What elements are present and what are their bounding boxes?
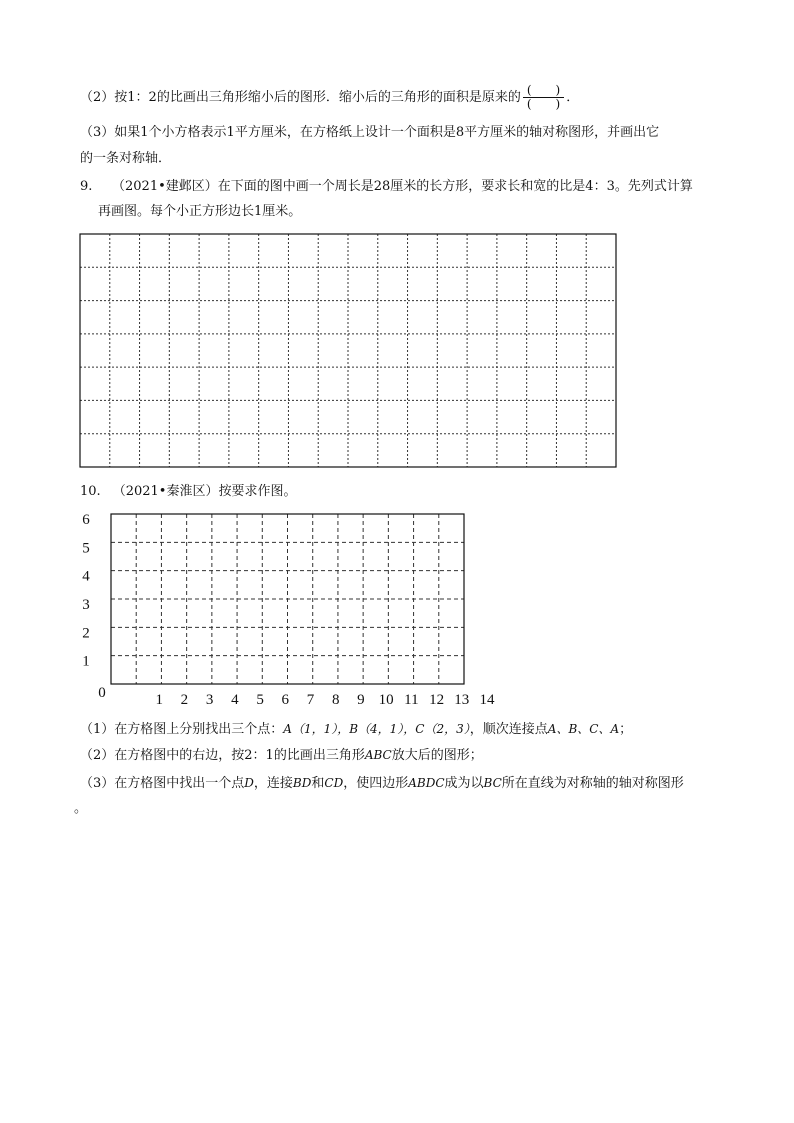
- q10-sub3-bc: BC: [483, 776, 502, 790]
- q10-x-tick-label: 7: [306, 692, 315, 708]
- q10-sub2-text: （2）在方格图中的右边，按2：1的比画出三角形: [80, 748, 365, 763]
- q10-sub1-text: （1）在方格图上分别找出三个点：: [80, 722, 284, 737]
- q10-x-tick-label: 5: [256, 692, 264, 708]
- q9-number: 9.: [80, 179, 93, 194]
- q10-sub2-abc: ABC: [364, 748, 392, 762]
- q8-part3-line2: 的一条对称轴．: [80, 151, 172, 166]
- q10-x-tick-label: 0: [98, 685, 106, 701]
- q10-y-tick-label: 2: [82, 625, 90, 642]
- q10-x-tick-label: 3: [205, 692, 214, 708]
- q10-x-tick-label: 9: [357, 692, 365, 708]
- q10-number: 10.: [80, 484, 101, 499]
- q10-x-tick-label: 10: [378, 692, 394, 708]
- q10-x-tick-label: 11: [404, 692, 419, 708]
- q10-x-tick-label: 8: [331, 692, 340, 708]
- q10-sub3-cd: CD: [324, 776, 344, 790]
- q10-x-tick-label: 14: [479, 692, 495, 708]
- q10-sub3-text3: 和: [311, 776, 325, 791]
- q9-source: （2021•建邺区）: [112, 179, 218, 194]
- q10-sub3-bd: BD: [292, 776, 312, 790]
- q10-x-tick-label: 1: [155, 692, 163, 708]
- q10-sub1: [80, 720, 632, 739]
- q8-part3-line1: （3）如果1个小方格表示1平方厘米，在方格纸上设计一个面积是8平方厘米的轴对称图形，并画出它: [80, 125, 660, 140]
- q10-x-tick-label: 6: [281, 692, 290, 708]
- q10-sub1-points: A（1，1），B（4，1），C（2，3）: [283, 722, 470, 736]
- q10-sub3-text4: ，使四边形: [343, 776, 409, 791]
- q10-heading: [80, 483, 296, 501]
- q10-x-tick-label: 4: [231, 692, 239, 708]
- q10-sub2: [80, 746, 483, 765]
- q10-y-tick-label: 3: [82, 597, 90, 613]
- q10-y-tick-label: 4: [82, 568, 90, 585]
- q10-sub3-text2: ，连接: [253, 776, 293, 791]
- q9-text-line1: 在下面的图中画一个周长是28厘米的长方形，要求长和宽的比是4：3。先列式计算: [217, 179, 693, 194]
- fraction-denominator: ( ): [526, 97, 561, 111]
- q10-sub2-text2: 放大后的图形；: [391, 748, 483, 763]
- q10-sub1-end: ；: [619, 722, 633, 737]
- q10-x-tick-label: 13: [454, 692, 470, 708]
- q10-y-tick-label: 6: [82, 512, 90, 528]
- q10-sub1-order: A、B、C、A: [547, 722, 620, 736]
- q10-y-tick-label: 5: [82, 540, 90, 557]
- q10-sub3-text5: 成为以: [444, 776, 484, 791]
- q10-sub1-text2: ，顺次连接点: [469, 722, 548, 737]
- q10-sub3-end: 。: [74, 801, 88, 816]
- q10-sub3-text6: 所在直线为对称轴的轴对称图形: [501, 776, 684, 791]
- q10-text: 按要求作图。: [218, 484, 297, 499]
- q10-x-tick-label: 12: [429, 692, 445, 708]
- q10-sub3-d: D: [244, 776, 254, 790]
- fraction-numerator: ( ): [523, 84, 564, 98]
- q10-source: （2021•秦淮区）: [112, 484, 219, 499]
- q10-x-tick-label: 2: [180, 692, 189, 708]
- q10-sub3-text: （3）在方格图中找出一个点: [80, 776, 245, 791]
- q10-y-tick-label: 1: [82, 653, 90, 670]
- q9-text-line2: 再画图。每个小正方形边长1厘米。: [98, 204, 302, 219]
- q10-sub3: [80, 774, 684, 793]
- q8-part2-end: ．: [566, 90, 580, 105]
- q8-part2-text: （2）按1：2的比画出三角形缩小后的图形．缩小后的三角形的面积是原来的: [80, 90, 521, 105]
- q10-sub3-abdc: ABDC: [408, 776, 445, 790]
